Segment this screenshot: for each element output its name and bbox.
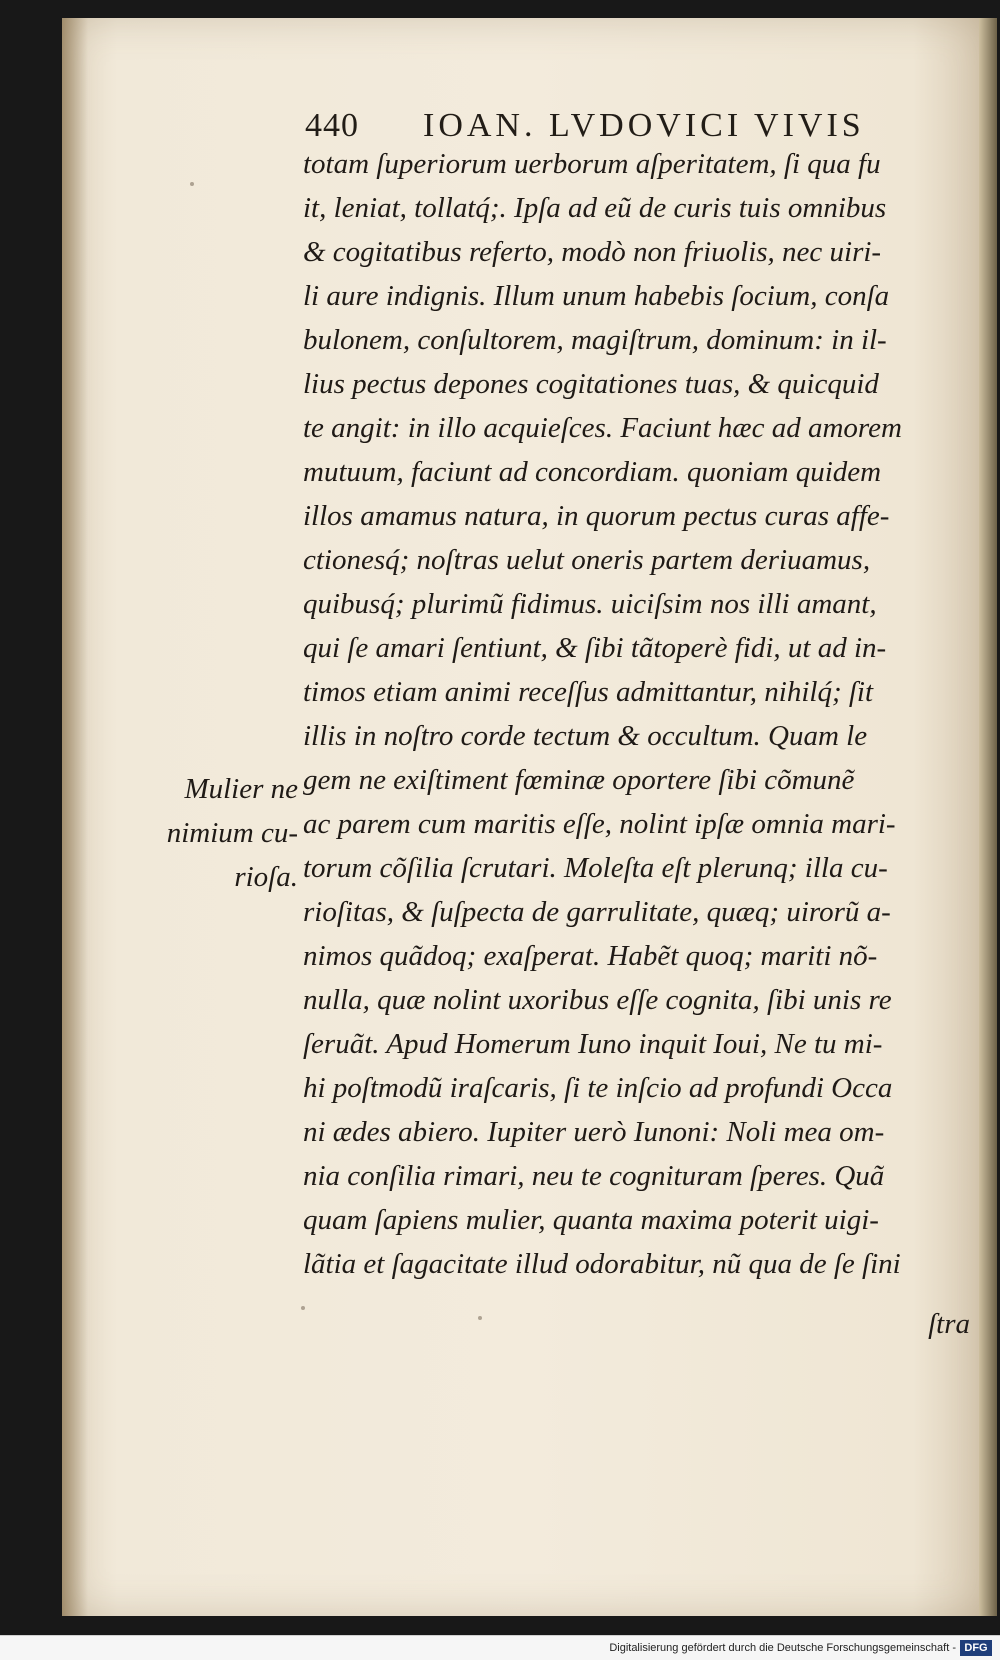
marginal-note-line: rioſa. <box>234 861 298 893</box>
page-gutter-shadow <box>62 18 88 1616</box>
paper-speck <box>190 182 194 186</box>
text-line: qui ſe amari ſentiunt, & ſibi tãtoperè fidi, ut ad in- <box>303 632 887 664</box>
text-line: bulonem, conſultorem, magiſtrum, dominum: in il- <box>303 324 887 356</box>
text-line: illis in noſtro corde tectum & occultum. Quam le <box>303 720 868 752</box>
paper-speck <box>478 1316 482 1320</box>
dfg-logo: DFG <box>960 1640 992 1656</box>
text-line: totam ſuperiorum uerborum aſperitatem, ſi qua fu <box>303 148 881 180</box>
text-line: li aure indignis. Illum unum habebis ſocium, conſa <box>303 280 890 312</box>
text-line: nimos quãdoq; exaſperat. Habẽt quoq; mariti nõ- <box>303 940 878 972</box>
text-line: quam ſapiens mulier, quanta maxima poterit uigi- <box>303 1204 879 1236</box>
marginal-note-line: Mulier ne <box>184 773 298 805</box>
text-line: ſeruãt. Apud Homerum Iuno inquit Ioui, Ne tu mi- <box>303 1028 883 1060</box>
catchword: ſtra <box>928 1308 970 1340</box>
text-line: ni ædes abiero. Iupiter uerò Iunoni: Noli mea om- <box>303 1116 885 1148</box>
text-line: it, leniat, tollatq́;. Ipſa ad eũ de curis tuis omnibus <box>303 192 887 224</box>
text-line: gem ne exiſtiment fœminæ oportere ſibi cõmunẽ <box>303 764 855 796</box>
text-line: & cogitatibus referto, modò non friuolis, nec uiri- <box>303 236 882 268</box>
paper-speck <box>301 1306 305 1310</box>
marginal-note-line: nimium cu- <box>166 817 298 849</box>
running-head <box>305 102 905 146</box>
text-line: ctionesq́; noſtras uelut oneris partem deriuamus, <box>303 544 871 576</box>
page-number: 440 <box>305 107 359 144</box>
text-line: timos etiam animi receſſus admittantur, nihilq́; ſit <box>303 676 874 708</box>
text-line: te angit: in illo acquieſces. Faciunt hæc ad amorem <box>303 412 902 444</box>
text-line: lius pectus depones cogitationes tuas, & quicquid <box>303 368 879 400</box>
text-line: lãtia et ſagacitate illud odorabitur, nũ qua de ſe ſini <box>303 1248 901 1280</box>
text-line: illos amamus natura, in quorum pectus curas affe- <box>303 500 890 532</box>
footer-bar <box>0 1635 1000 1660</box>
text-line: mutuum, faciunt ad concordiam. quoniam quidem <box>303 456 882 488</box>
text-line: nia conſilia rimari, neu te cognituram ſperes. Quã <box>303 1160 885 1192</box>
text-line: nulla, quæ nolint uxoribus eſſe cognita, ſibi unis re <box>303 984 892 1016</box>
text-line: ac parem cum maritis eſſe, nolint ipſæ omnia mari- <box>303 808 896 840</box>
text-line: torum cõſilia ſcrutari. Moleſta eſt plerunq; illa cu- <box>303 852 888 884</box>
text-line: rioſitas, & ſuſpecta de garrulitate, quæq; uirorũ a- <box>303 896 891 928</box>
footer-credit: Digitalisierung gefördert durch die Deutsche Forschungsgemeinschaft - <box>609 1642 956 1654</box>
running-head-title: IOAN. LVDOVICI VIVIS <box>423 107 865 144</box>
text-line: quibusq́; plurimũ fidimus. uiciſsim nos illi amant, <box>303 588 877 620</box>
text-line: hi poſtmodũ iraſcaris, ſi te inſcio ad profundi Occa <box>303 1072 893 1104</box>
page-fore-edge <box>979 18 997 1616</box>
